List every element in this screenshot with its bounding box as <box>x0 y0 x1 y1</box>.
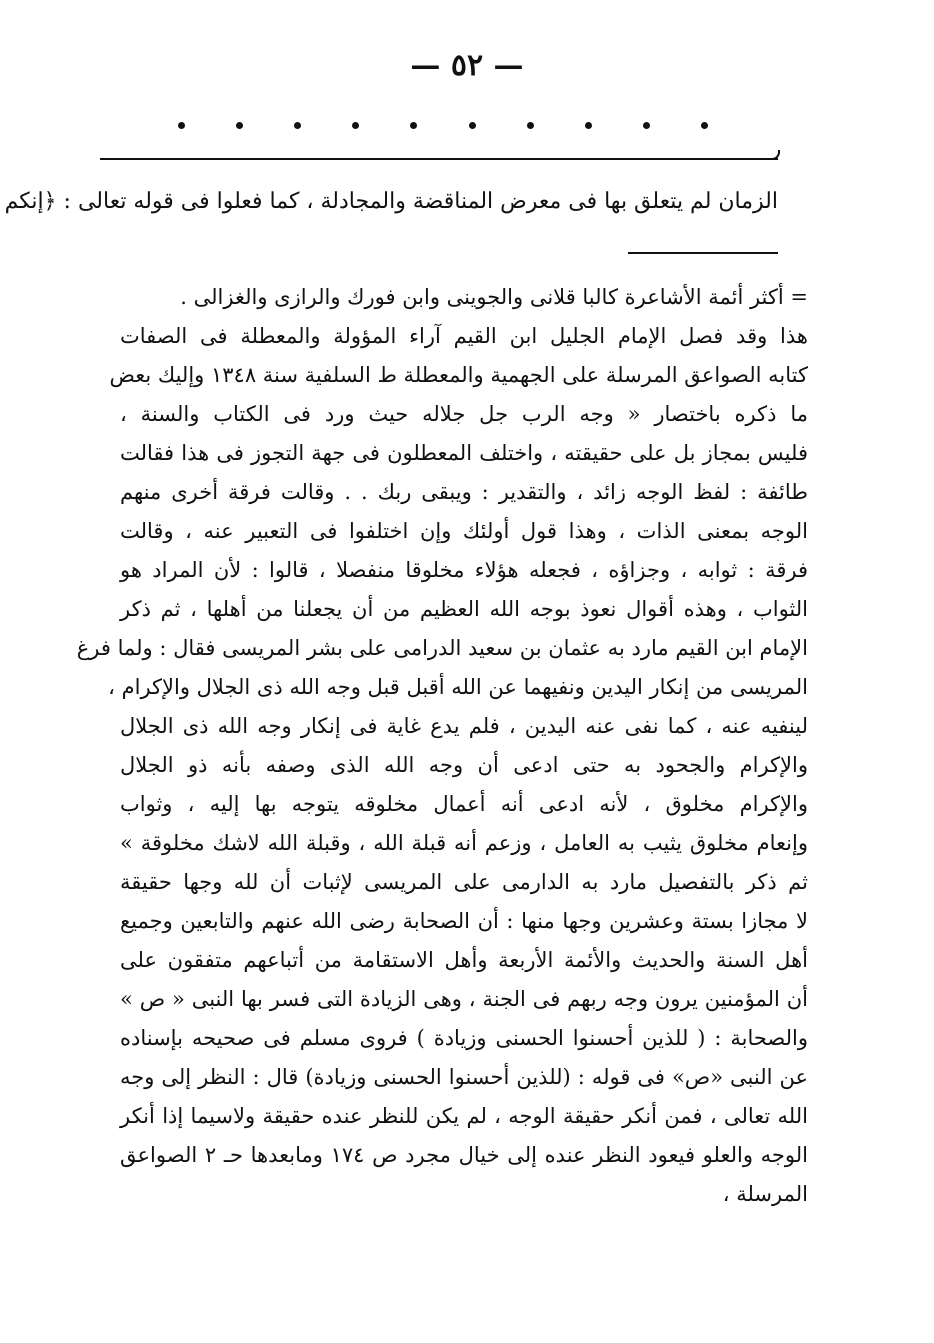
text-line: لينفيه عنه ، كما نفى عنه اليدين ، فلم يدع غاية فى إنكار وجه الله ذى الجلال <box>120 714 808 738</box>
dot <box>643 122 650 129</box>
dot <box>469 122 476 129</box>
text-line: الثواب ، وهذه أقوال نعوذ بوجه الله العظيم من أن يجعلنا من أهلها ، ثم ذكر <box>120 597 808 621</box>
text-line: الوجه والعلو فيعود النظر عنده إلى خيال مجرد ص ١٧٤ ومابعدها حـ ٢ الصواعق <box>120 1143 808 1167</box>
top-divider-rule <box>100 158 778 160</box>
carry-over-line: الزمان لم يتعلق بها فى معرض المناقضة والمجادلة ، كما فعلوا فى قوله تعالى : ﴿إنكم <box>4 189 778 214</box>
text-line: لا مجازا بستة وعشرين وجها منها : أن الصحابة رضى الله عنهم والتابعين وجميع <box>120 909 808 933</box>
text-line: الله تعالى ، فمن أنكر حقيقة الوجه ، لم يكن للنظر عنده حقيقة ولاسيما إذا أنكر <box>120 1104 808 1128</box>
ornamental-dots-divider <box>178 122 708 129</box>
text-line: الوجه بمعنى الذات ، وهذا قول أولئك وإن اختلفوا فى التعبير عنه ، وقالت <box>120 519 808 543</box>
text-line: كتابه الصواعق المرسلة على الجهمية والمعطلة ط السلفية سنة ١٣٤٨ وإليك بعض <box>109 363 808 387</box>
dot <box>410 122 417 129</box>
text-line: والإكرام مخلوق ، لأنه ادعى أنه أعمال مخلوقه يتوجه بها إليه ، وثواب <box>120 792 808 816</box>
text-line: فرقة : ثوابه ، وجزاؤه ، فجعله هؤلاء مخلوقا منفصلا ، قالوا : لأن المراد هو <box>120 558 808 582</box>
text-line: هذا وقد فصل الإمام الجليل ابن القيم آراء المؤولة والمعطلة فى الصفات <box>120 324 808 348</box>
dot <box>527 122 534 129</box>
text-line: المرسلة ، <box>722 1182 808 1206</box>
dot <box>585 122 592 129</box>
text-line: أن المؤمنين يرون وجه ربهم فى الجنة ، وهى الزيادة التى فسر بها النبى « ص » <box>120 987 808 1011</box>
text-line: وإنعام مخلوق يثيب به العامل ، وزعم أنه قبلة الله ، وقبلة الله لاشك مخلوقة » <box>120 831 808 855</box>
text-line: طائفة : لفظ الوجه زائد ، والتقدير : ويبقى ربك . . وقالت فرقة أخرى منهم <box>120 480 808 504</box>
text-line: ثم ذكر بالتفصيل مارد به الدارمى على المريسى لإثبات أن لله وجها حقيقة <box>120 870 808 894</box>
text-line: المريسى من إنكار اليدين ونفيهما عن الله أقبل قبل وجه الله ذى الجلال والإكرام ، <box>108 675 808 699</box>
text-line: والإكرام والجحود به حتى ادعى أن وجه الله الذى وصفه بأنه ذو الجلال <box>120 753 808 777</box>
text-line: الإمام ابن القيم مارد به عثمان بن سعيد الدرامى على بشر المريسى فقال : ولما فرغ <box>76 636 808 660</box>
dot <box>701 122 708 129</box>
text-line: أهل السنة والحديث والأئمة الأربعة وأهل الاستقامة من أتباعهم متفقون على <box>120 948 808 972</box>
dot <box>236 122 243 129</box>
text-line: = أكثر أئمة الأشاعرة كالبا قلانى والجوينى وابن فورك والرازى والغزالى . <box>180 285 808 309</box>
dot <box>294 122 301 129</box>
text-line: والصحابة : ( للذين أحسنوا الحسنى وزيادة ) فروى مسلم فى صحيحه بإسناده <box>120 1026 808 1050</box>
text-line: فليس بمجاز بل على حقيقته ، واختلف المعطلون فى جهة التجوز فى هذا فقالت <box>120 441 808 465</box>
dot <box>178 122 185 129</box>
text-line: ما ذكره باختصار « وجه الرب جل جلاله حيث ورد فى الكتاب والسنة ، <box>120 402 808 426</box>
dot <box>352 122 359 129</box>
footnote-divider-rule <box>628 252 778 254</box>
page-number: — ٥٢ — <box>410 48 524 83</box>
footnote-text <box>76 278 808 1214</box>
text-line: عن النبى «ص» فى قوله : (للذين أحسنوا الحسنى وزيادة) قال : النظر إلى وجه <box>120 1065 808 1089</box>
